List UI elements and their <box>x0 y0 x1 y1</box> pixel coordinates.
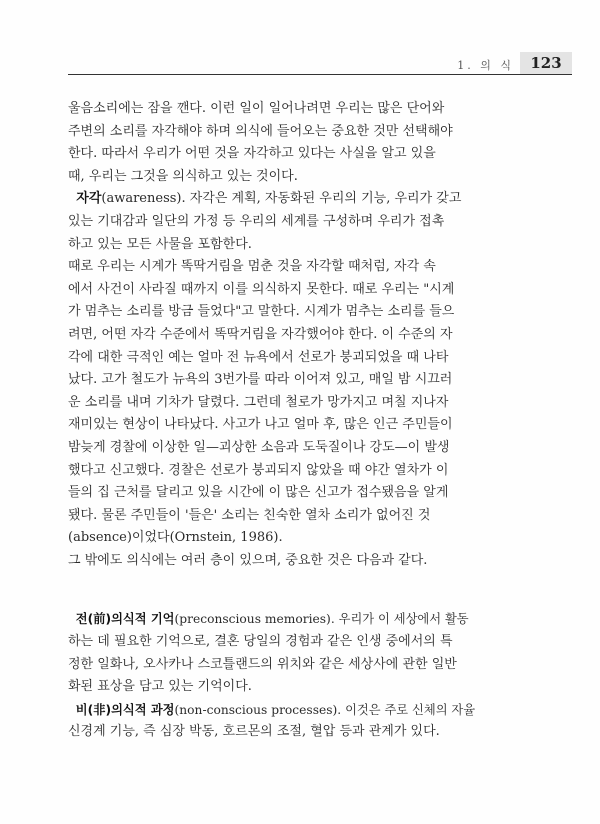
text-line: (absence)이었다(Ornstein, 1986). <box>68 530 283 546</box>
text-run: (non-conscious processes). 이것은 주로 신체의 자율 <box>174 702 476 717</box>
page-body <box>68 98 476 744</box>
text-line: 때, 우리는 그것을 의식하고 있는 것이다. <box>68 168 298 184</box>
text-line <box>68 699 476 722</box>
text-line: 화된 표상을 담고 있는 기억이다. <box>68 679 252 695</box>
text-line: 려면, 어떤 자각 수준에서 똑딱거림을 자각했어야 한다. 이 수준의 자 <box>68 326 453 342</box>
text-line: 됐다. 물론 주민들이 '들은' 소리는 친숙한 열차 소리가 없어진 것 <box>68 507 431 523</box>
text-line: 정한 일화나, 오사카나 스코틀랜드의 위치와 같은 세상사에 관한 일반 <box>68 656 457 672</box>
text-line: 운 소리를 내며 기차가 달렸다. 그런데 철로가 망가지고 며칠 지나자 <box>68 394 449 410</box>
text-line: 울음소리에는 잠을 깬다. 이런 일이 일어나려면 우리는 많은 단어와 <box>68 101 445 116</box>
text-line: 신경계 기능, 즉 심장 박동, 호르몬의 조절, 혈압 등과 관계가 있다. <box>68 724 440 740</box>
text-line: 주변의 소리를 자각해야 하며 의식에 들어오는 중요한 것만 선택해야 <box>68 123 453 139</box>
term-awareness: 자각 <box>76 191 102 207</box>
header-rule <box>68 74 572 75</box>
text-line: 가 멈추는 소리를 방금 들었다"고 말한다. 시계가 멈추는 소리를 들으 <box>68 304 455 320</box>
paragraph-awareness <box>68 188 476 256</box>
text-line: 하고 있는 모든 사물을 포함한다. <box>68 236 252 252</box>
text-line: 밤늦게 경찰에 이상한 일—괴상한 소음과 도둑질이나 강도—이 발생 <box>68 439 450 455</box>
paragraph-4 <box>68 550 476 573</box>
text-run: (awareness). 자각은 계획, 자동화된 우리의 기능, 우리가 갖고 <box>101 191 462 207</box>
text-line: 하는 데 필요한 기억으로, 결혼 당일의 경험과 같은 인생 중에서의 특 <box>68 634 453 650</box>
running-header <box>68 52 572 74</box>
text-run: (preconscious memories). 우리가 이 세상에서 활동 <box>174 612 469 627</box>
paragraph-nonconscious <box>68 699 476 744</box>
text-line: 때로 우리는 시계가 똑딱거림을 멈춘 것을 자각할 때처럼, 자각 속 <box>68 259 436 275</box>
paragraph-1 <box>68 98 476 188</box>
text-line: 했다고 신고했다. 경찰은 선로가 붕괴되지 않았을 때 야간 열차가 이 <box>68 462 449 478</box>
section-gap <box>68 572 476 608</box>
text-line: 에서 사건이 사라질 때까지 이를 의식하지 못한다. 때로 우리는 "시계 <box>68 281 455 297</box>
page-number: 123 <box>520 52 572 74</box>
text-line: 한다. 따라서 우리가 어떤 것을 자각하고 있다는 사실을 알고 있을 <box>68 146 436 162</box>
text-line: 재미있는 현상이 나타났다. 사고가 나고 얼마 후, 많은 인근 주민들이 <box>68 417 453 433</box>
paragraph-3 <box>68 256 476 550</box>
term-preconscious: 전(前)의식적 기억 <box>75 612 175 627</box>
chapter-title: 1. 의 식 <box>457 59 514 72</box>
text-line: 났다. 고가 철도가 뉴욕의 3번가를 따라 이어져 있고, 매일 밤 시끄러 <box>68 372 453 388</box>
text-line <box>68 608 476 631</box>
text-line <box>68 188 476 211</box>
text-line: 그 밖에도 의식에는 여러 층이 있으며, 중요한 것은 다음과 같다. <box>68 552 428 568</box>
text-line: 들의 집 근처를 달리고 있을 시간에 이 많은 신고가 접수됐음을 알게 <box>68 485 449 501</box>
paragraph-preconscious <box>68 608 476 698</box>
text-line: 있는 기대감과 일단의 가정 등 우리의 세계를 구성하며 우리가 접촉 <box>68 213 445 229</box>
term-nonconscious: 비(非)의식적 과정 <box>75 702 175 717</box>
text-line: 각에 대한 극적인 예는 얼마 전 뉴욕에서 선로가 붕괴되었을 때 나타 <box>68 349 449 365</box>
